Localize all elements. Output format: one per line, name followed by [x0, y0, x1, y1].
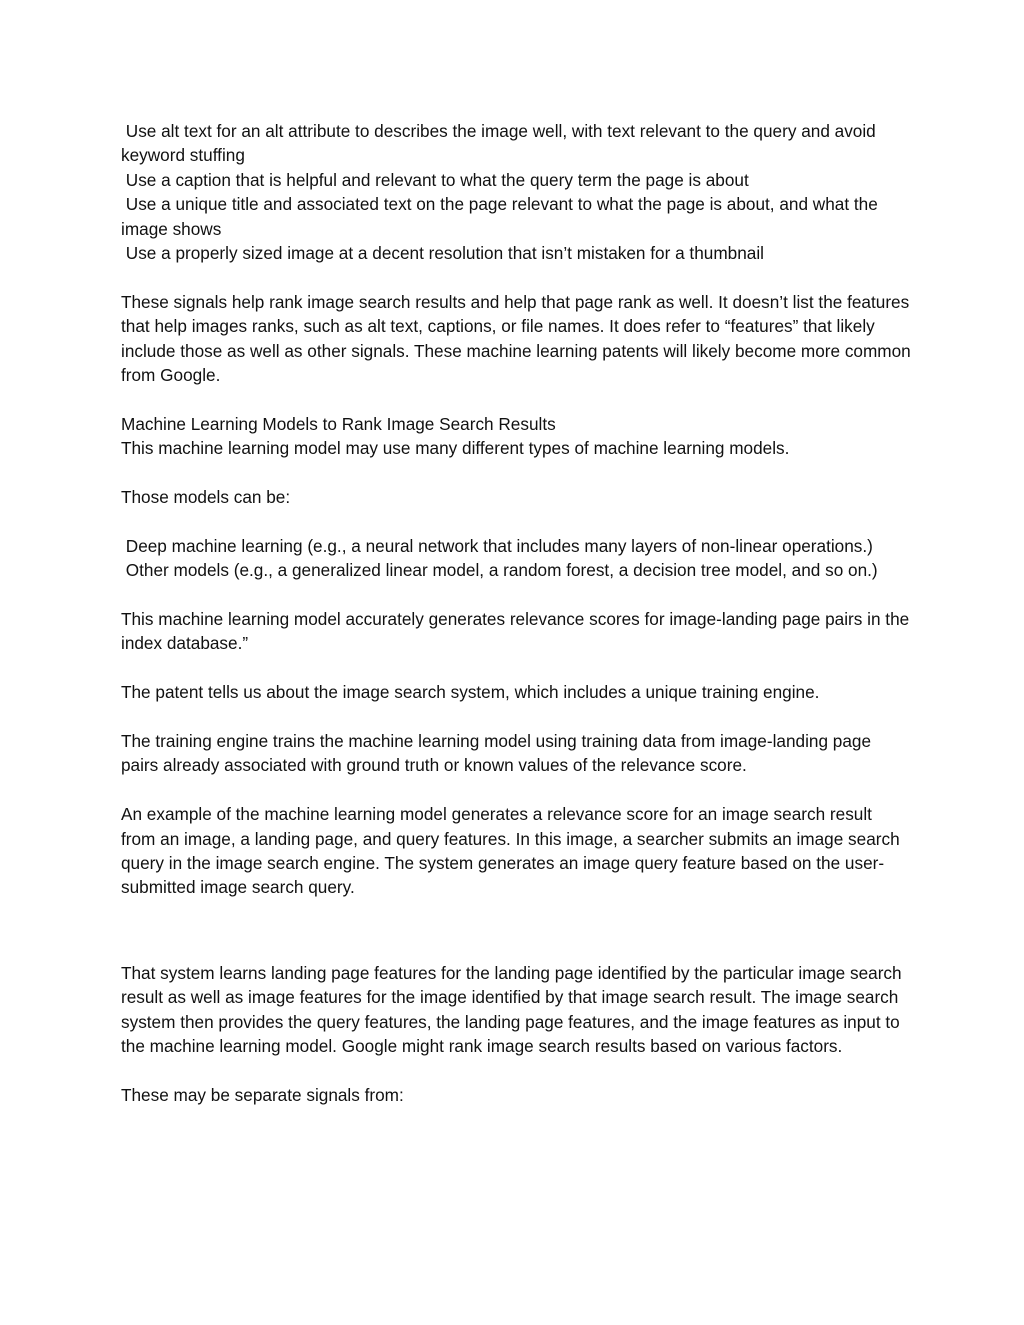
paragraph-training-data: The training engine trains the machine learning model using training data from image-landing page pairs already associated with ground truth or known values of the relevance score.	[121, 731, 876, 776]
paragraph-model-types: This machine learning model may use many different types of machine learning models.	[121, 438, 790, 459]
paragraph-signals-from: These may be separate signals from:	[121, 1084, 404, 1105]
spacer	[121, 461, 911, 485]
spacer	[121, 705, 911, 729]
spacer	[121, 265, 911, 289]
paragraph-models-intro: Those models can be:	[121, 487, 291, 508]
paragraph-landing-features: That system learns landing page features for the landing page identified by the particular image search result as well as image features for the image identified by that image search result. The image search system then provides the query features, the landing page features, and the image features as input to the machine learning model. Google might rank image search results based on various factors.	[121, 962, 907, 1057]
bullet-alt-text: Use alt text for an alt attribute to describes the image well, with text relevant to the query and avoid keyword stuffing	[121, 121, 881, 166]
bullet-image-size: Use a properly sized image at a decent resolution that isn’t mistaken for a thumbnail	[121, 243, 764, 264]
bullet-deep-learning: Deep machine learning (e.g., a neural network that includes many layers of non-linear operations.)	[121, 535, 873, 556]
spacer	[121, 509, 911, 533]
section-heading: Machine Learning Models to Rank Image Search Results	[121, 413, 556, 434]
paragraph-example: An example of the machine learning model generates a relevance score for an image search result from an image, a landing page, and query features. In this image, a searcher submits an image search query in the image search engine. The system generates an image query feature based on the user-submitted image search query.	[121, 804, 905, 898]
paragraph-signals: These signals help rank image search results and help that page rank as well. It doesn’t list the features that help images ranks, such as alt text, captions, or file names. It does refer to “features” that likely include those as well as other signals. These machine learning patents will likely become more common from Google.	[121, 291, 916, 386]
spacer	[121, 656, 911, 680]
bullet-caption: Use a caption that is helpful and relevant to what the query term the page is about	[121, 169, 749, 190]
paragraph-relevance: This machine learning model accurately generates relevance scores for image-landing page pairs in the index database.”	[121, 609, 914, 654]
bullet-title: Use a unique title and associated text on the page relevant to what the page is about, and what the image shows	[121, 194, 883, 239]
bullet-other-models: Other models (e.g., a generalized linear model, a random forest, a decision tree model, and so on.)	[121, 560, 878, 581]
spacer	[121, 387, 911, 411]
spacer	[121, 1059, 911, 1083]
spacer	[121, 778, 911, 802]
spacer	[121, 583, 911, 607]
spacer	[121, 900, 911, 961]
paragraph-training-engine: The patent tells us about the image search system, which includes a unique training engine.	[121, 682, 820, 703]
document-page	[121, 119, 916, 1107]
